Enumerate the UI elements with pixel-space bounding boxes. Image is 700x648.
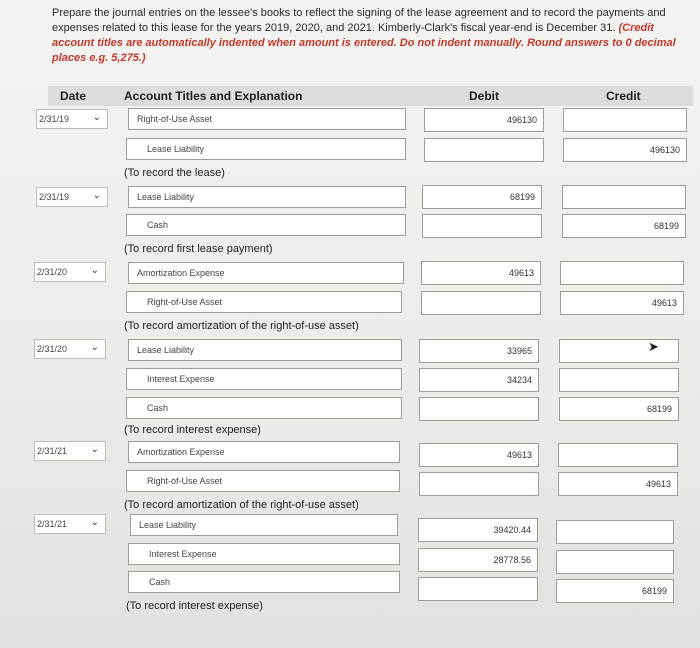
debit-field[interactable] [418, 577, 538, 601]
debit-field[interactable]: 49613 [419, 443, 539, 467]
entry-note: (To record the lease) [124, 167, 225, 179]
credit-field[interactable]: 68199 [562, 214, 686, 238]
chevron-down-icon: ⌄ [90, 517, 99, 528]
debit-field[interactable]: 39420.44 [418, 518, 538, 542]
account-field[interactable]: Lease Liability [128, 186, 406, 208]
header-credit: Credit [606, 89, 641, 103]
date-select[interactable]: 2/31/19 ⌄ [36, 109, 108, 129]
entry-note: (To record first lease payment) [124, 243, 273, 255]
debit-field[interactable] [422, 214, 542, 238]
credit-field[interactable]: 496130 [563, 138, 687, 162]
account-field[interactable]: Cash [128, 571, 400, 593]
instructions-text: Prepare the journal entries on the lessee's books to reflect the signing of the lease agreement and to record the payments and expenses related to this lease for the years 2019, 2020, and 2021. Kimberly-Clark's fiscal year-end is December 31. [52, 7, 666, 34]
debit-field[interactable] [419, 472, 539, 496]
date-select[interactable]: 2/31/21 ⌄ [34, 514, 106, 534]
debit-field[interactable] [421, 291, 541, 315]
entry-note: (To record interest expense) [124, 424, 261, 436]
debit-field[interactable]: 28778.56 [418, 548, 538, 572]
header-account: Account Titles and Explanation [124, 89, 303, 103]
debit-field[interactable] [419, 397, 539, 421]
account-field[interactable]: Lease Liability [128, 339, 402, 361]
account-field[interactable]: Right-of-Use Asset [126, 291, 402, 313]
credit-field[interactable] [563, 108, 687, 132]
entry-note: (To record interest expense) [126, 600, 263, 612]
debit-field[interactable] [424, 138, 544, 162]
instructions [52, 6, 688, 66]
account-field[interactable]: Interest Expense [126, 368, 402, 390]
entry-note: (To record amortization of the right-of-use asset) [124, 320, 359, 332]
credit-field[interactable] [556, 520, 674, 544]
chevron-down-icon: ⌄ [90, 444, 99, 455]
entry-note: (To record amortization of the right-of-use asset) [124, 499, 359, 511]
account-field[interactable]: Cash [126, 214, 406, 236]
account-field[interactable]: Amortization Expense [128, 441, 400, 463]
date-select[interactable]: 2/31/19 ⌄ [36, 187, 108, 207]
account-field[interactable]: Lease Liability [130, 514, 398, 536]
credit-field[interactable] [559, 339, 679, 363]
credit-field[interactable]: 49613 [558, 472, 678, 496]
date-select[interactable]: 2/31/21 ⌄ [34, 441, 106, 461]
debit-field[interactable]: 33965 [419, 339, 539, 363]
chevron-down-icon: ⌄ [92, 112, 101, 123]
debit-field[interactable]: 68199 [422, 185, 542, 209]
header-debit: Debit [469, 89, 499, 103]
date-select[interactable]: 2/31/20 ⌄ [34, 339, 106, 359]
header-date: Date [60, 89, 87, 103]
date-select[interactable]: 2/31/20 ⌄ [34, 262, 106, 282]
mouse-pointer-icon: ➤ [648, 339, 659, 354]
table-header [48, 86, 693, 106]
credit-field[interactable] [562, 185, 686, 209]
credit-field[interactable]: 68199 [556, 579, 674, 603]
credit-field[interactable] [560, 261, 684, 285]
credit-field[interactable] [558, 443, 678, 467]
chevron-down-icon: ⌄ [90, 265, 99, 276]
debit-field[interactable]: 49613 [421, 261, 541, 285]
credit-field[interactable] [559, 368, 679, 392]
account-field[interactable]: Cash [126, 397, 402, 419]
account-field[interactable]: Right-of-Use Asset [126, 470, 400, 492]
instructions-note: (Credit account titles are automatically indented when amount is entered. Do not indent manually. Round answers to 0 decimal places e.g. 5,275.) [52, 22, 676, 64]
credit-field[interactable]: 49613 [560, 291, 684, 315]
chevron-down-icon: ⌄ [92, 190, 101, 201]
credit-field[interactable] [556, 550, 674, 574]
credit-field[interactable]: 68199 [559, 397, 679, 421]
debit-field[interactable]: 496130 [424, 108, 544, 132]
account-field[interactable]: Amortization Expense [128, 262, 404, 284]
debit-field[interactable]: 34234 [419, 368, 539, 392]
account-field[interactable]: Right-of-Use Asset [128, 108, 406, 130]
chevron-down-icon: ⌄ [90, 342, 99, 353]
account-field[interactable]: Lease Liability [126, 138, 406, 160]
account-field[interactable]: Interest Expense [128, 543, 400, 565]
